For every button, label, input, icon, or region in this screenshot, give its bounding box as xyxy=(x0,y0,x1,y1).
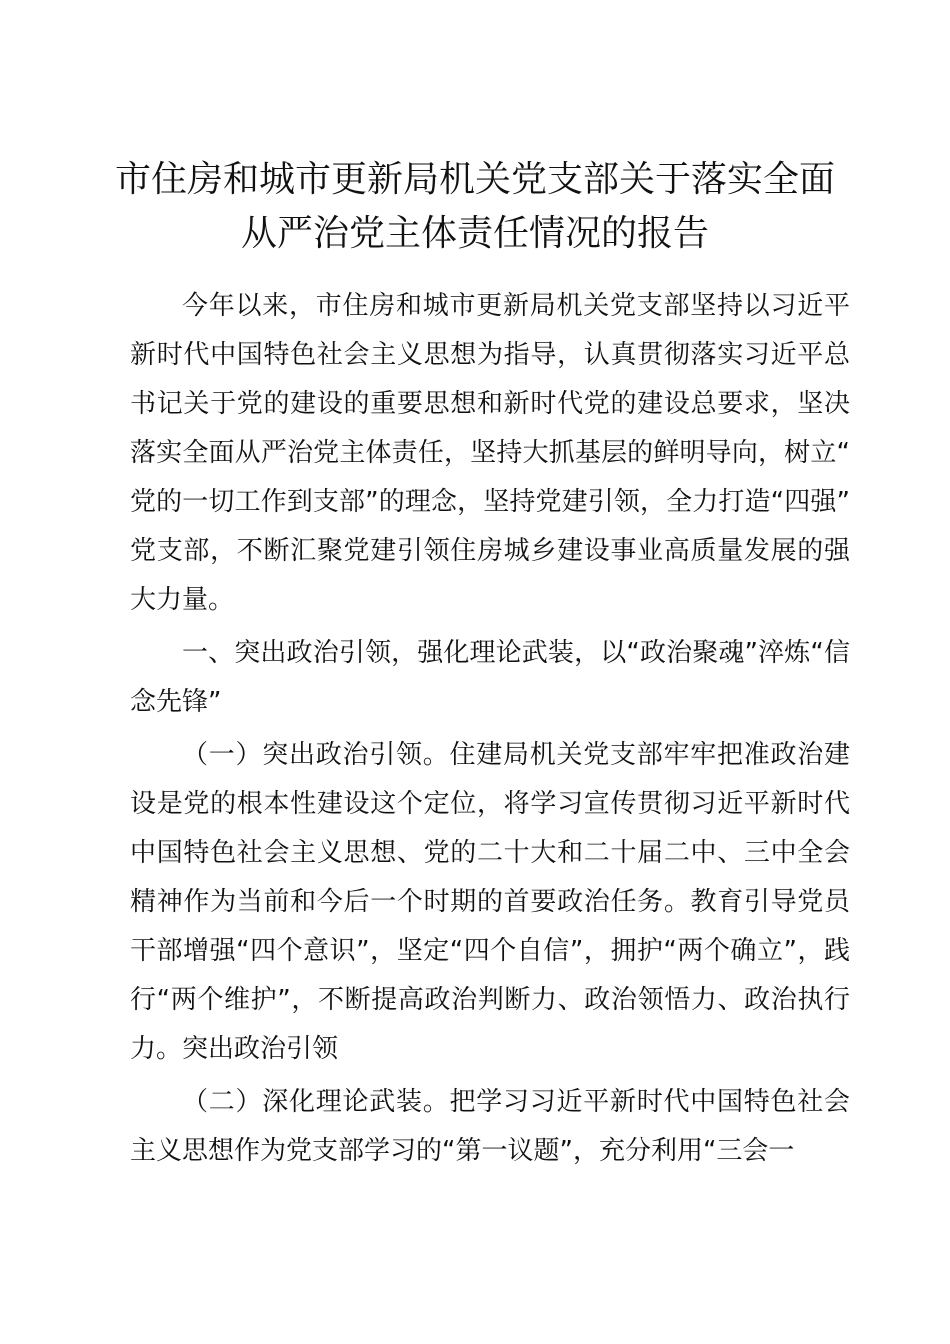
subsection-1-paragraph: （一）突出政治引领。住建局机关党支部牢牢把准政治建设是党的根本性建设这个定位，将学习宣传贯彻习近平新时代中国特色社会主义思想、党的二十大和二十届二中、三中全会精神作为当前和今后一个时期的首要政治任务。教育引导党员干部增强“四个意识”，坚定“四个自信”，拥护“两个确立”，践行“两个维护”，不断提高政治判断力、政治领悟力、政治执行力。突出政治引领 xyxy=(130,740,850,1064)
document-body xyxy=(130,282,850,1176)
document-title-line-2: 从严治党主体责任情况的报告 xyxy=(240,213,709,254)
subsection-2-paragraph: （二）深化理论武装。把学习习近平新时代中国特色社会主义思想作为党支部学习的“第一议题”，充分利用“三会一 xyxy=(130,1087,850,1166)
document-title-line-1: 市住房和城市更新局机关党支部关于落实全面 xyxy=(114,159,835,200)
section-1-heading: 一、突出政治引领，强化理论武装，以“政治聚魂”淬炼“信念先锋” xyxy=(130,638,850,717)
intro-paragraph: 今年以来，市住房和城市更新局机关党支部坚持以习近平新时代中国特色社会主义思想为指导，认真贯彻落实习近平总书记关于党的建设的重要思想和新时代党的建设总要求，坚决落实全面从严治党主体责任，坚持大抓基层的鲜明导向，树立“党的一切工作到支部”的理念，坚持党建引领，全力打造“四强”党支部，不断汇聚党建引领住房城乡建设事业高质量发展的强大力量。 xyxy=(130,291,850,615)
